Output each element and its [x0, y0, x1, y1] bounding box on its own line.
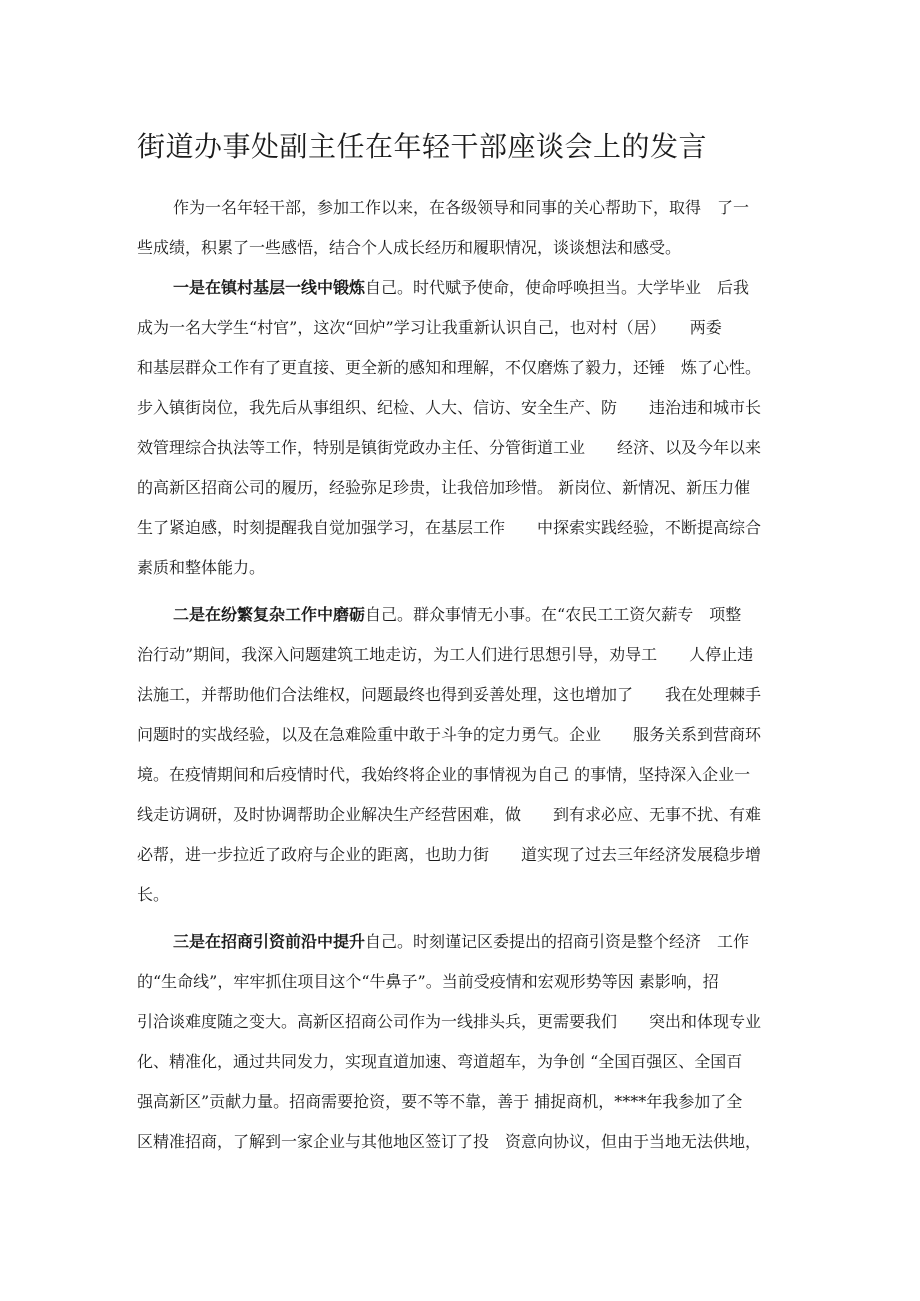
text-line: 的“生命线”，牢牢抓住项目这个“牛鼻子”。当前受疫情和宏观形势等因 素影响，招 [137, 972, 719, 991]
section-3-lead-text: 自己。时刻谨记区委提出的招商引资是整个经济 工作 [365, 932, 750, 951]
text-line: 的高新区招商公司的履历，经验弥足珍贵，让我倍加珍惜。 新岗位、新情况、新压力催 [137, 478, 751, 497]
section-2-lead-text: 自己。群众事情无小事。在“农民工工资欠薪专 项整 [365, 605, 742, 624]
text-line: 法施工，并帮助他们合法维权，问题最终也得到妥善处理，这也增加了 我在处理棘手 [137, 685, 762, 704]
text-line: 些成绩，积累了一些感悟，结合个人成长经历和履职情况，谈谈想法和感受。 [137, 238, 682, 257]
text-line: 强高新区”贡献力量。招商需要抢资，要不等不靠，善于 捕捉商机，****年我参加了全 [137, 1092, 743, 1111]
section-1-paragraph [137, 268, 791, 588]
text-line: 区精准招商，了解到一家企业与其他地区签订了投 资意向协议，但由于当地无法供地， [137, 1132, 762, 1151]
section-3-paragraph [137, 922, 791, 1162]
section-1-lead-line [137, 268, 791, 308]
section-1-heading: 一是在镇村基层一线中锻炼 [173, 278, 366, 297]
text-line: 治行动”期间，我深入问题建筑工地走访，为工人们进行思想引导，劝导工 人停止违 [137, 645, 754, 664]
text-line: 化、精准化，通过共同发力，实现直道加速、弯道超车，为争创 “全国百强区、全国百 [137, 1052, 743, 1071]
text-line: 作为一名年轻干部，参加工作以来，在各级领导和同事的关心帮助下，取得 了一 [173, 198, 750, 217]
section-2-paragraph [137, 595, 791, 915]
text-line: 成为一名大学生“村官”，这次“回炉”学习让我重新认识自己，也对村（居） 两委 [137, 318, 722, 337]
section-3-heading: 三是在招商引资前沿中提升 [173, 932, 366, 951]
text-line: 线走访调研，及时协调帮助企业解决生产经营困难，做 到有求必应、无事不扰、有难 [137, 805, 762, 824]
intro-paragraph [137, 188, 791, 268]
section-3-lead-line [137, 922, 791, 962]
text-line: 效管理综合执法等工作，特别是镇街党政办主任、分管街道工业 经济、以及今年以来 [137, 438, 762, 457]
document-title: 街道办事处副主任在年轻干部座谈会上的发言 [137, 130, 708, 163]
text-line: 素质和整体能力。 [137, 558, 266, 577]
section-2-lead-line [137, 595, 791, 635]
section-2-heading: 二是在纷繁复杂工作中磨砺 [173, 605, 366, 624]
text-line: 步入镇街岗位，我先后从事组织、纪检、人大、信访、安全生产、防 违治违和城市长 [137, 398, 762, 417]
text-line: 和基层群众工作有了更直接、更全新的感知和理解，不仅磨炼了毅力，还锤 炼了心性。 [137, 358, 762, 377]
text-line: 生了紧迫感，时刻提醒我自觉加强学习，在基层工作 中探索实践经验，不断提高综合 [137, 518, 762, 537]
section-1-lead-text: 自己。时代赋予使命，使命呼唤担当。大学毕业 后我 [365, 278, 750, 297]
text-line: 长。 [137, 885, 170, 904]
text-line: 境。在疫情期间和后疫情时代，我始终将企业的事情视为自己 的事情，坚持深入企业一 [137, 765, 751, 784]
text-line: 必帮，进一步拉近了政府与企业的距离，也助力街 道实现了过去三年经济发展稳步增 [137, 845, 762, 864]
text-line: 引洽谈难度随之变大。高新区招商公司作为一线排头兵，更需要我们 突出和体现专业 [137, 1012, 762, 1031]
text-line: 问题时的实战经验，以及在急难险重中敢于斗争的定力勇气。企业 服务关系到营商环 [137, 725, 762, 744]
